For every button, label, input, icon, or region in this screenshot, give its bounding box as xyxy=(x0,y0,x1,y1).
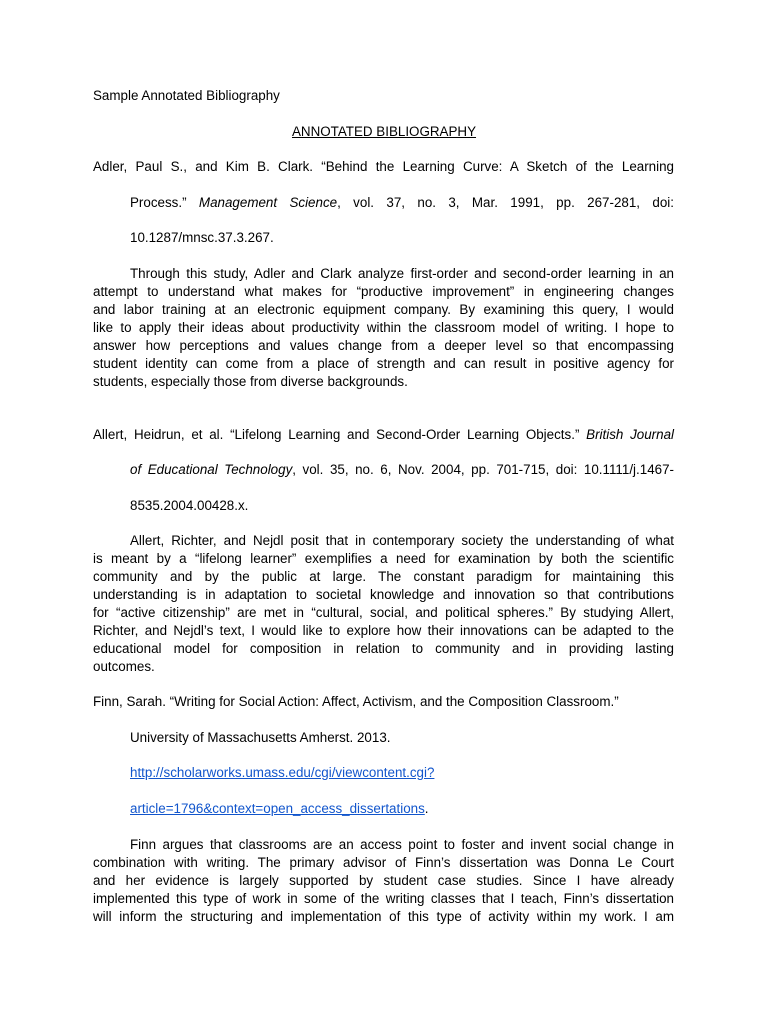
annotation-finn-line: will inform the structuring and implementation of this type of activity within my work. I am xyxy=(93,909,674,924)
citation-allert-line1: Allert, Heidrun, et al. “Lifelong Learning and Second-Order Learning Objects.” British Journal xyxy=(93,427,674,442)
journal-title: British Journal xyxy=(586,427,674,442)
annotation-adler-line: student identity can come from a place of strength and can result in positive agency for xyxy=(93,356,674,371)
annotation-allert-line: community and by the public at large. The constant paradigm for maintaining this xyxy=(93,569,674,584)
annotation-finn-line: and her evidence is largely supported by student case studies. Since I have already xyxy=(93,873,674,888)
dissertation-link[interactable]: article=1796&context=open_access_dissertations xyxy=(130,801,425,816)
citation-adler-line1: Adler, Paul S., and Kim B. Clark. “Behind the Learning Curve: A Sketch of the Learning xyxy=(93,159,674,174)
citation-finn-link-line1 xyxy=(130,764,434,782)
annotation-adler-line: students, especially those from diverse backgrounds. xyxy=(93,374,408,389)
document-header: Sample Annotated Bibliography xyxy=(93,88,280,103)
annotation-finn-line: implemented this type of work in some of the writing classes that I teach, Finn’s dissertation xyxy=(93,891,674,906)
annotation-allert-line: understanding is in adaptation to societal knowledge and innovation so that contributions xyxy=(93,587,674,602)
annotation-allert-line: is meant by a “lifelong learner” exemplifies a need for examination by both the scientific xyxy=(93,551,674,566)
citation-adler-line3: 10.1287/mnsc.37.3.267. xyxy=(130,230,274,245)
citation-finn-line1: Finn, Sarah. “Writing for Social Action: Affect, Activism, and the Composition Classroom.” xyxy=(93,694,619,709)
annotation-adler-line: answer how perceptions and values change from a deeper level so that encompassing xyxy=(93,338,674,353)
annotation-finn-line: combination with writing. The primary advisor of Finn’s dissertation was Donna Le Court xyxy=(93,855,674,870)
annotation-adler-line: attempt to understand what makes for “productive improvement” in engineering changes xyxy=(93,284,674,299)
page-title: ANNOTATED BIBLIOGRAPHY xyxy=(291,124,477,139)
annotation-allert-line: Allert, Richter, and Nejdl posit that in contemporary society the understanding of what xyxy=(130,533,674,548)
annotation-adler-line: and labor training at an electronic equipment company. By examining this query, I would xyxy=(93,302,674,317)
citation-finn-line2: University of Massachusetts Amherst. 2013. xyxy=(130,730,391,745)
citation-allert-line3: 8535.2004.00428.x. xyxy=(130,498,249,513)
dissertation-link[interactable]: http://scholarworks.umass.edu/cgi/viewcontent.cgi? xyxy=(130,765,435,780)
annotation-adler-line: like to apply their ideas about productivity within the classroom model of writing. I hope to xyxy=(93,320,674,335)
annotation-adler-line: Through this study, Adler and Clark analyze first-order and second-order learning in an xyxy=(130,266,674,281)
journal-title: Management Science xyxy=(198,195,338,210)
annotation-allert-line: Richter, and Nejdl’s text, I would like to explore how their innovations can be adapted to the xyxy=(93,623,674,638)
annotation-allert-line: for “active citizenship” are met in “cultural, social, and political spheres.” By studying Allert, xyxy=(93,605,674,620)
citation-adler-line2: Process.” Management Science, vol. 37, no. 3, Mar. 1991, pp. 267-281, doi: xyxy=(130,195,674,210)
annotation-allert-line: educational model for composition in relation to community and in providing lasting xyxy=(93,641,674,656)
annotation-finn-line: Finn argues that classrooms are an access point to foster and invent social change in xyxy=(130,837,674,852)
annotation-allert-line: outcomes. xyxy=(93,659,155,674)
citation-allert-line2: of Educational Technology, vol. 35, no. 6, Nov. 2004, pp. 701-715, doi: 10.1111/j.1467- xyxy=(130,462,674,477)
citation-finn-link-line2: article=1796&context=open_access_dissertations. xyxy=(130,801,429,816)
journal-title: of Educational Technology xyxy=(130,462,293,477)
